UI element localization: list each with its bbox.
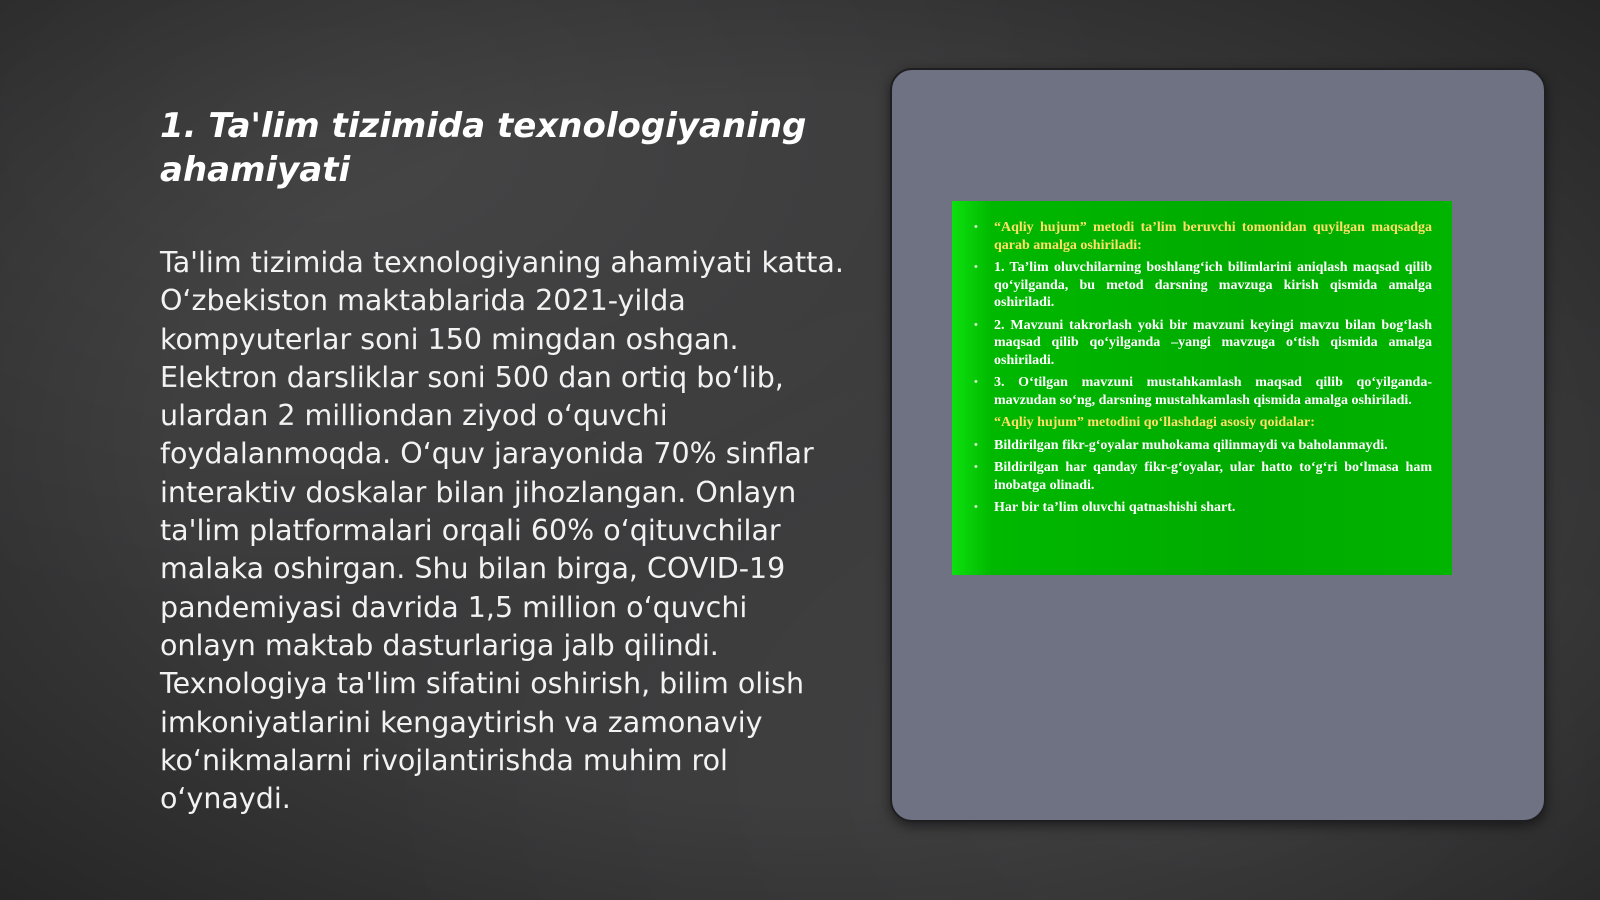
list-item-text: 1. Ta’lim oluvchilarning boshlang‘ich bilimlarini aniqlash maqsad qilib qo‘yilganda, bu metod darsning mavzuga kirish qismida amalga oshiriladi.	[994, 260, 1432, 310]
list-item-text: “Aqliy hujum” metodi ta’lim beruvchi tomonidan quyilgan maqsadga qarab amalga oshiriladi:	[994, 220, 1432, 253]
list-item	[974, 259, 1432, 312]
bullet-icon: •	[974, 438, 978, 451]
list-item	[974, 499, 1432, 517]
list-item	[974, 459, 1432, 494]
bullet-icon: •	[974, 461, 978, 473]
embedded-slide-list	[974, 219, 1432, 517]
bullet-icon: •	[974, 261, 978, 273]
bullet-icon: •	[974, 318, 978, 331]
list-item	[974, 219, 1432, 254]
picture-frame	[890, 68, 1546, 822]
list-item	[974, 317, 1432, 370]
embedded-slide-image	[952, 201, 1452, 575]
list-item-text: Har bir ta’lim oluvchi qatnashishi shart.	[994, 500, 1236, 515]
list-item-text: 3. O‘tilgan mavzuni mustahkamlash maqsad qilib qo‘yilganda-mavzudan so‘ng, darsning mustahkamlash qismida amalga oshiriladi.	[994, 375, 1432, 408]
slide-body-text: Ta'lim tizimida texnologiyaning ahamiyati katta. O‘zbekiston maktablarida 2021-yilda kompyuterlar soni 150 mingdan oshgan. Elektron darsliklar soni 500 dan ortiq bo‘lib, ulardan 2 milliondan ziyod o‘quvchi foydalanmoqda. O‘quv jarayonida 70% sinflar interaktiv doskalar bilan jihozlangan. Onlayn ta'lim platformalari orqali 60% o‘qituvchilar malaka oshirgan. Shu bilan birga, COVID-19 pandemiyasi davrida 1,5 million o‘quvchi onlayn maktab dasturlariga jalb qilindi. Texnologiya ta'lim sifatini oshirish, bilim olish imkoniyatlarini kengaytirish va zamonaviy ko‘nikmalarni rivojlantirishda muhim rol o‘ynaydi.	[160, 246, 844, 816]
list-item-text: Bildirilgan har qanday fikr-g‘oyalar, ular hatto to‘g‘ri bo‘lmasa ham inobatga olinadi.	[994, 460, 1432, 493]
bullet-icon: •	[974, 221, 978, 233]
slide-title: 1. Ta'lim tizimida texnologiyaning ahamiyati	[160, 106, 807, 190]
bullet-icon: •	[974, 376, 978, 388]
bullet-icon: •	[974, 501, 978, 513]
list-item-text: Bildirilgan fikr-g‘oyalar muhokama qilinmaydi va baholanmaydi.	[994, 437, 1388, 453]
list-heading-text: “Aqliy hujum” metodini qo‘llashdagi asosiy qoidalar:	[994, 415, 1315, 430]
list-heading	[974, 414, 1432, 432]
list-item	[974, 374, 1432, 409]
list-item	[974, 437, 1432, 455]
list-item-text: 2. Mavzuni takrorlash yoki bir mavzuni keyingi mavzu bilan bog‘lash maqsad qilib qo‘yilganda –yangi mavzuga o‘tish qismida amalga oshiriladi.	[994, 317, 1432, 368]
